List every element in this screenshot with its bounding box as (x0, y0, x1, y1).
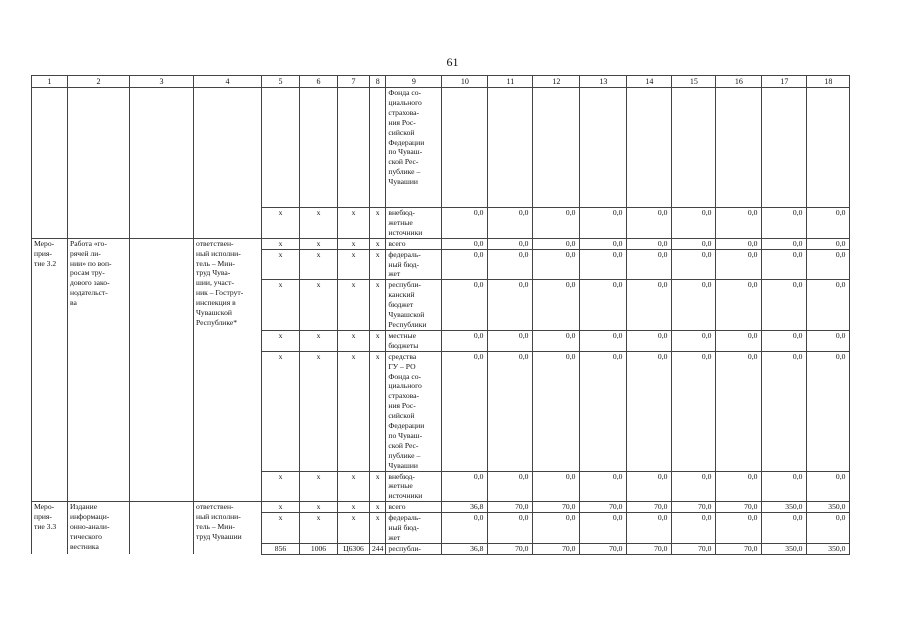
value-cell: 0,0 (580, 249, 627, 280)
code-cell: x (262, 513, 300, 544)
source-cell: всего (386, 502, 442, 513)
header-cell: 18 (807, 76, 850, 88)
value-cell: 0,0 (533, 330, 580, 351)
value-cell: 0,0 (533, 238, 580, 249)
value-cell: 0,0 (627, 280, 672, 331)
value-cell: 0,0 (533, 471, 580, 502)
blank-cell (130, 238, 194, 502)
value-cell: 350,0 (807, 502, 850, 513)
title-cell (68, 88, 130, 239)
value-cell (533, 88, 580, 208)
executor-cell (194, 88, 262, 239)
value-cell: 0,0 (442, 330, 488, 351)
value-cell: 70,0 (716, 502, 762, 513)
value-cell: 0,0 (442, 471, 488, 502)
value-cell: 0,0 (442, 351, 488, 471)
code-cell: x (262, 249, 300, 280)
value-cell: 0,0 (716, 280, 762, 331)
value-cell: 0,0 (762, 249, 807, 280)
value-cell: 0,0 (762, 471, 807, 502)
measure-executor: ответствен- ный исполни- тель – Мин- труд Чувашии (194, 502, 262, 555)
code-cell: x (370, 513, 386, 544)
value-cell: 0,0 (807, 280, 850, 331)
code-cell: x (300, 502, 338, 513)
code-cell: x (262, 502, 300, 513)
header-cell: 6 (300, 76, 338, 88)
header-cell: 17 (762, 76, 807, 88)
header-cell: 12 (533, 76, 580, 88)
value-cell: 0,0 (716, 471, 762, 502)
header-cell: 5 (262, 76, 300, 88)
value-cell: 0,0 (807, 471, 850, 502)
value-cell: 0,0 (488, 513, 533, 544)
measure-title: Издание информаци- онно-анали- тического вестника (68, 502, 130, 555)
code-cell: x (262, 471, 300, 502)
value-cell: 0,0 (672, 471, 716, 502)
value-cell: 70,0 (488, 543, 533, 554)
value-cell: 70,0 (716, 543, 762, 554)
value-cell: 0,0 (807, 330, 850, 351)
value-cell: 350,0 (762, 543, 807, 554)
value-cell: 0,0 (533, 351, 580, 471)
value-cell: 0,0 (807, 238, 850, 249)
code-cell: x (262, 351, 300, 471)
value-cell: 0,0 (716, 513, 762, 544)
value-cell: 0,0 (672, 238, 716, 249)
code-cell: x (262, 330, 300, 351)
value-cell: 36,8 (442, 502, 488, 513)
value-cell: 0,0 (580, 513, 627, 544)
header-cell: 15 (672, 76, 716, 88)
value-cell: 350,0 (762, 502, 807, 513)
value-cell: 0,0 (762, 330, 807, 351)
value-cell: 0,0 (762, 351, 807, 471)
code-cell: x (338, 351, 370, 471)
code-cell: 244 (370, 543, 386, 554)
value-cell: 0,0 (580, 280, 627, 331)
code-cell: x (338, 208, 370, 239)
source-cell: федераль- ный бюд- жет (386, 249, 442, 280)
value-cell: 0,0 (762, 238, 807, 249)
code-cell: x (262, 208, 300, 239)
value-cell: 0,0 (762, 513, 807, 544)
measure-title: Работа «го- рячей ли- нии» по воп- росам тру- дового зако- нодательст- ва (68, 238, 130, 502)
value-cell: 0,0 (716, 238, 762, 249)
code-cell: 856 (262, 543, 300, 554)
code-cell: x (300, 351, 338, 471)
budget-table (31, 75, 850, 555)
value-cell: 0,0 (488, 238, 533, 249)
code-cell: x (370, 238, 386, 249)
value-cell (488, 88, 533, 208)
code-cell: x (370, 280, 386, 331)
source-cell: средства ГУ – РО Фонда со- циального страхова- ния Рос- сийской Федерации по Чуваш- ской Рес- публике – Чувашии (386, 351, 442, 471)
blank-cell (130, 502, 194, 555)
source-cell: республи- (386, 543, 442, 554)
source-cell: местные бюджеты (386, 330, 442, 351)
value-cell: 0,0 (533, 208, 580, 239)
value-cell: 70,0 (533, 543, 580, 554)
code-cell: x (370, 502, 386, 513)
code-cell: x (300, 280, 338, 331)
value-cell: 0,0 (488, 330, 533, 351)
code-cell: x (338, 249, 370, 280)
value-cell: 0,0 (442, 280, 488, 331)
value-cell: 0,0 (627, 513, 672, 544)
value-cell (627, 88, 672, 208)
code-cell: x (370, 249, 386, 280)
value-cell: 0,0 (488, 249, 533, 280)
value-cell: 0,0 (672, 330, 716, 351)
value-cell: 0,0 (442, 513, 488, 544)
value-cell: 70,0 (580, 543, 627, 554)
value-cell (672, 88, 716, 208)
source-cell: федераль- ный бюд- жет (386, 513, 442, 544)
header-cell: 2 (68, 76, 130, 88)
value-cell: 0,0 (672, 351, 716, 471)
code-cell: Ц6306 (338, 543, 370, 554)
code-cell: x (300, 238, 338, 249)
value-cell: 0,0 (672, 208, 716, 239)
value-cell (580, 88, 627, 208)
header-cell: 4 (194, 76, 262, 88)
value-cell: 0,0 (533, 513, 580, 544)
value-cell: 0,0 (716, 249, 762, 280)
header-cell: 9 (386, 76, 442, 88)
value-cell: 0,0 (762, 208, 807, 239)
header-cell: 13 (580, 76, 627, 88)
value-cell (807, 88, 850, 208)
value-cell: 0,0 (580, 238, 627, 249)
value-cell: 0,0 (580, 208, 627, 239)
blank-cell (130, 88, 194, 239)
value-cell: 0,0 (672, 513, 716, 544)
value-cell: 350,0 (807, 543, 850, 554)
header-cell: 14 (627, 76, 672, 88)
value-cell: 0,0 (807, 351, 850, 471)
value-cell: 0,0 (442, 249, 488, 280)
code-cell: x (262, 280, 300, 331)
value-cell: 0,0 (488, 471, 533, 502)
value-cell: 70,0 (533, 502, 580, 513)
value-cell: 0,0 (580, 471, 627, 502)
value-cell (442, 88, 488, 208)
header-cell: 16 (716, 76, 762, 88)
value-cell: 0,0 (672, 249, 716, 280)
measure-executor: ответствен- ный исполни- тель – Мин- труд Чува- шии, участ- ник – Гострут- инспекция в Чувашской Республике* (194, 238, 262, 502)
code-cell: x (370, 471, 386, 502)
value-cell: 0,0 (716, 351, 762, 471)
value-cell: 0,0 (488, 208, 533, 239)
code-cell: x (300, 249, 338, 280)
code-cell: x (370, 351, 386, 471)
code-cell: x (300, 471, 338, 502)
measure-name: Меро- прия- тие 3.3 (32, 502, 68, 555)
code-cell (300, 88, 338, 208)
source-cell: всего (386, 238, 442, 249)
code-cell: x (300, 208, 338, 239)
measure-name: Меро- прия- тие 3.2 (32, 238, 68, 502)
code-cell: x (370, 208, 386, 239)
header-cell: 3 (130, 76, 194, 88)
table-row (32, 238, 850, 249)
code-cell: x (338, 471, 370, 502)
code-cell: x (300, 513, 338, 544)
header-cell: 8 (370, 76, 386, 88)
value-cell: 0,0 (533, 249, 580, 280)
header-cell: 10 (442, 76, 488, 88)
code-cell: 1006 (300, 543, 338, 554)
value-cell: 0,0 (488, 351, 533, 471)
code-cell (338, 88, 370, 208)
code-cell: x (370, 330, 386, 351)
value-cell (762, 88, 807, 208)
continuation-row (32, 88, 850, 208)
value-cell: 0,0 (807, 249, 850, 280)
header-cell: 7 (338, 76, 370, 88)
code-cell: x (338, 330, 370, 351)
code-cell (262, 88, 300, 208)
value-cell: 0,0 (488, 280, 533, 331)
code-cell: x (338, 502, 370, 513)
source-cell: республи- канский бюджет Чувашской Республики (386, 280, 442, 331)
value-cell: 0,0 (533, 280, 580, 331)
value-cell: 0,0 (580, 351, 627, 471)
code-cell: x (338, 280, 370, 331)
value-cell: 70,0 (580, 502, 627, 513)
value-cell: 0,0 (442, 238, 488, 249)
code-cell: x (300, 330, 338, 351)
header-cell: 11 (488, 76, 533, 88)
value-cell: 0,0 (442, 208, 488, 239)
value-cell: 0,0 (580, 330, 627, 351)
value-cell: 0,0 (627, 330, 672, 351)
header-row (32, 76, 850, 88)
value-cell: 0,0 (716, 208, 762, 239)
value-cell: 70,0 (627, 543, 672, 554)
code-cell (370, 88, 386, 208)
value-cell (716, 88, 762, 208)
source-cell: внебюд- жетные источники (386, 208, 442, 239)
value-cell: 0,0 (627, 238, 672, 249)
value-cell: 0,0 (716, 330, 762, 351)
value-cell: 0,0 (807, 513, 850, 544)
value-cell: 70,0 (672, 543, 716, 554)
source-cell: Фонда со- циального страхова- ния Рос- сийской Федерации по Чуваш- ской Рес- публике – Чувашии (386, 88, 442, 208)
value-cell: 36,8 (442, 543, 488, 554)
code-cell: x (262, 238, 300, 249)
code-cell: x (338, 513, 370, 544)
code-cell: x (338, 238, 370, 249)
measure-cell (32, 88, 68, 239)
value-cell: 0,0 (807, 208, 850, 239)
value-cell: 70,0 (672, 502, 716, 513)
value-cell: 0,0 (762, 280, 807, 331)
header-cell: 1 (32, 76, 68, 88)
value-cell: 0,0 (672, 280, 716, 331)
value-cell: 70,0 (488, 502, 533, 513)
value-cell: 0,0 (627, 351, 672, 471)
source-cell: внебюд- жетные источники (386, 471, 442, 502)
value-cell: 0,0 (627, 249, 672, 280)
value-cell: 0,0 (627, 208, 672, 239)
table-row (32, 502, 850, 513)
value-cell: 0,0 (627, 471, 672, 502)
page-number: 61 (446, 55, 459, 69)
value-cell: 70,0 (627, 502, 672, 513)
